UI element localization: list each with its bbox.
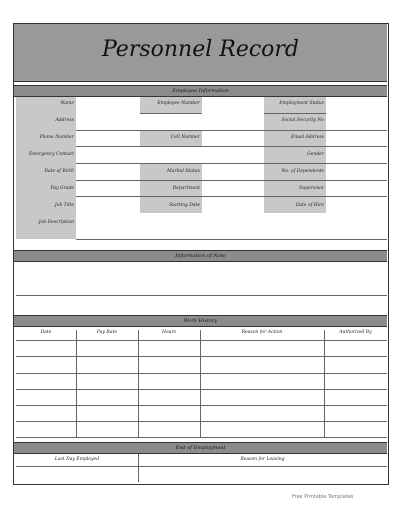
col-hours: Hours [162,330,176,335]
footer-credit: Free Printable Templates [292,494,354,500]
col-authorized-by: Authorized By [339,330,372,335]
col-last-day-employed: Last Day Employed [54,457,100,462]
label-gender: Gender [307,152,324,157]
job-description-field[interactable] [76,213,387,239]
label-date-of-birth: Date of Birth [44,169,74,174]
label-job-description: Job Description [38,220,74,225]
title-band [14,24,387,82]
col-reason: Reason for Action [241,330,283,335]
row-divider [76,180,387,181]
section-header-info-note: Information of Note [14,250,387,262]
page-title: Personnel Record [101,37,300,62]
row-divider [16,373,387,374]
label-address: Address [55,118,74,123]
col-divider [324,330,325,437]
label-employee-number: Employee Number [157,101,200,106]
employee-number-field[interactable] [202,97,264,114]
label-department: Department [172,186,200,191]
row-divider [16,405,387,406]
label-name: Name [60,101,74,106]
label-supervisor: Supervisor [299,186,324,191]
row-divider [16,437,387,438]
last-day-employed-field[interactable] [16,467,138,482]
info-note-field[interactable] [16,262,385,295]
section-header-work-history: Work History [14,315,387,327]
row-divider [76,196,387,197]
label-starting-date: Starting Date [169,203,200,208]
label-job-title: Job Title [54,203,74,208]
section-header-end-of-employment: End of Employment [14,442,387,454]
label-phone-number: Phone Number [39,135,74,140]
label-cell-number: Cell Number [170,135,200,140]
name-field[interactable] [76,97,140,114]
row-divider [16,340,387,341]
col-reason-for-leaving: Reason for Leaving [240,457,285,462]
label-marital-status: Marital Status [167,169,200,174]
label-employment-status: Employment Status [279,101,324,106]
row-divider [76,239,387,240]
col-date: Date [40,330,52,335]
label-pay-grade: Pay Grade [50,186,74,191]
col-pay-rate: Pay Rate [96,330,118,335]
personnel-record-form [13,23,389,485]
row-divider [16,295,387,296]
row-divider [76,163,387,164]
label-date-of-hire: Date of Hire [295,203,324,208]
label-social-security: Social Security No [281,118,324,123]
row-divider [16,389,387,390]
label-dependents: No. of Dependents [281,169,324,174]
row-divider [76,130,387,131]
employment-status-field[interactable] [326,97,387,114]
col-divider [76,330,77,437]
reason-for-leaving-field[interactable] [139,467,387,482]
row-divider [16,421,387,422]
label-email-address: Email Address [291,135,324,140]
row-divider [76,146,387,147]
section-header-employee-info: Employee Information [14,85,387,97]
col-divider [138,330,139,437]
row-divider [16,356,387,357]
col-divider [200,330,201,437]
label-emergency-contact: Emergency Contact [28,152,74,157]
